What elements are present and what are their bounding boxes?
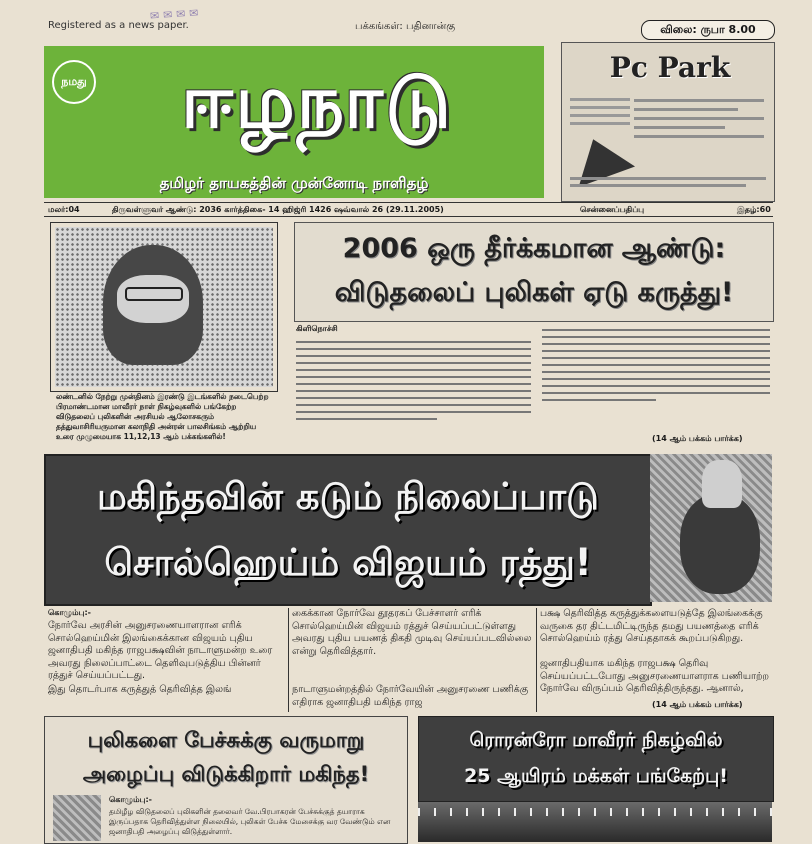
bottom-left-photo: [53, 795, 101, 841]
crowd-photo: [418, 802, 772, 842]
bottom-right-box: [418, 716, 774, 802]
lead-continued: (14 ஆம் பக்கம் பார்க்க): [652, 434, 743, 443]
lead-photo-frame: [50, 222, 278, 392]
ink-stamp: ✉ ✉ ✉ ✉: [149, 6, 199, 23]
main-dateline: கொழும்பு:-: [48, 608, 91, 617]
lead-column-2: [542, 324, 770, 424]
main-col3b-text: ஜனாதிபதியாக மகிந்த ராஜபக்ஷ தெரிவு செய்யப்பட்டபோது அனுசரணையாளராக பணியாற்ற நோர்வே விருப்பம் தெரிவித்திருந்தது. ஆனால்,: [540, 658, 769, 694]
bottom-left-text: தமிழீழ விடுதலைப் புலிகளின் தலைவர் வே.பிரபாகரன் பேச்சுக்குத் தயாராக இருப்பதாக தெரிவித்துள்ள நிலையில், புலிகள் பேச்சு மேசைக்கு வர வேண்டும் என ஜனாதிபதி அழைப்பு விடுத்துள்ளார்.: [109, 807, 391, 836]
masthead-tagline: தமிழர் தாயகத்தின் முன்னோடி நாளிதழ்: [159, 174, 429, 192]
bottom-left-dateline: கொழும்பு:-: [109, 795, 152, 804]
masthead-banner: [44, 46, 544, 198]
main-headline-box: [44, 454, 652, 606]
advert-box: [561, 42, 775, 202]
bottom-right-headline-line2: 25 ஆயிரம் மக்கள் பங்கேற்பு!: [464, 765, 728, 787]
bottom-left-headline-line1: புலிகளை பேச்சுக்கு வருமாறு: [87, 728, 365, 752]
main-col3-text: பக்ஷ தெரிவித்த கருத்துக்களையடுத்தே இலங்கைக்கு வருகை தர திட்டமிட்டிருந்த தமது பயணத்தை எரிக் சொல்ஹெய்ம் ரத்து செய்ததாகக் கூறப்படுகிறது.: [540, 608, 763, 644]
advert-text-lines: [634, 93, 764, 163]
bottom-left-headline-line2: அழைப்பு விடுக்கிறார் மகிந்த!: [82, 762, 370, 786]
main-headline-line1: மகிந்தவின் கடும் நிலைப்பாடு: [97, 475, 599, 518]
lead-headline-box: [294, 222, 774, 322]
registered-note: Registered as a news paper.: [48, 20, 189, 31]
issue-date: திருவள்ளுவர் ஆண்டு: 2036 கார்த்திகை- 14 ஹிஜ்ரி 1426 ஷவ்வால் 26 (29.11.2005): [112, 205, 444, 214]
lead-headline-line1: 2006 ஒரு தீர்க்கமான ஆண்டு:: [342, 233, 726, 264]
lead-dateline: கிளிநொச்சி: [296, 324, 338, 333]
main-col2b-text: நாடாளுமன்றத்தில் நோர்வேயின் அனுசரணை பணிக்கு எதிராக ஜனாதிபதி மகிந்த ராஜ: [292, 684, 529, 708]
bottom-left-box: [44, 716, 408, 844]
photo-hand: [702, 460, 742, 508]
masthead-title: ஈழநாடு: [181, 59, 453, 145]
volume-number: மலர்:04: [48, 205, 80, 214]
issue-number: இதழ்:60: [737, 205, 771, 214]
lead-column-1: [296, 336, 531, 448]
main-headline-line2: சொல்ஹெய்ம் விஜயம் ரத்து!: [104, 541, 592, 584]
lead-headline-line2: விடுதலைப் புலிகள் ஏடு கருத்து!: [334, 277, 734, 308]
mahinda-photo: [650, 454, 772, 602]
lead-photo: [55, 227, 273, 387]
crowd-lights: [418, 808, 772, 816]
pages-note: பக்கங்கள்: பதினான்கு: [355, 21, 456, 32]
portrait-glasses: [125, 287, 183, 301]
main-continued: (14 ஆம் பக்கம் பார்க்க): [652, 700, 743, 709]
main-col2-text: கைக்கான நோர்வே தூதரகப் பேச்சாளர் எரிக் சொல்ஹெய்மின் விஜயம் ரத்துச் செய்யப்பட்டுள்ளது அவரது புதிய பயணத் திகதி முடிவு செய்யப்படவில்லை என்று தெரிவித்தார்.: [292, 608, 532, 657]
advert-title: Pc Park: [609, 51, 731, 84]
price-tag: விலை: ருபா 8.00: [641, 20, 775, 40]
edition-name: சென்னைப்பதிப்பு: [580, 205, 645, 214]
main-col1-text: நோர்வே அரசின் அனுசரணையாளரான எரிக் சொல்ஹெய்மின் இலங்கைக்கான விஜயம் புதிய ஜனாதிபதி மகிந்த ராஜபக்ஷவின் நாடாளுமன்ற உரை அவரது நிலைப்பாட்டை தெளிவுபடுத்திய பின்னர் ரத்துச் செய்யப்பட்டது.: [48, 620, 273, 681]
photo-figure: [680, 494, 760, 594]
masthead-badge: நமது: [52, 60, 96, 104]
bottom-right-headline-line1: ரொரன்ரோ மாவீரர் நிகழ்வில்: [469, 729, 723, 751]
advert-footer-lines: [570, 173, 766, 193]
main-col1b-text: இது தொடர்பாக கருத்துத் தெரிவித்த இலங்: [48, 684, 232, 695]
photo-caption: லண்டனில் நேற்று முன்தினம் இரண்டு இடங்களில் நடைபெற்ற பிரமாண்டமான மாவீரர் நாள் நிகழ்வுகளில் பங்கேற்ற விடுதலைப் புலிகளின் அரசியல் ஆலோசகரும் தத்துவாசிரியருமான கலாநிதி அன்ரன் பாலசிங்கம் ஆற்றிய உரை முழுமையாக 11,12,13 ஆம் பக்கங்களில்!: [56, 392, 269, 441]
